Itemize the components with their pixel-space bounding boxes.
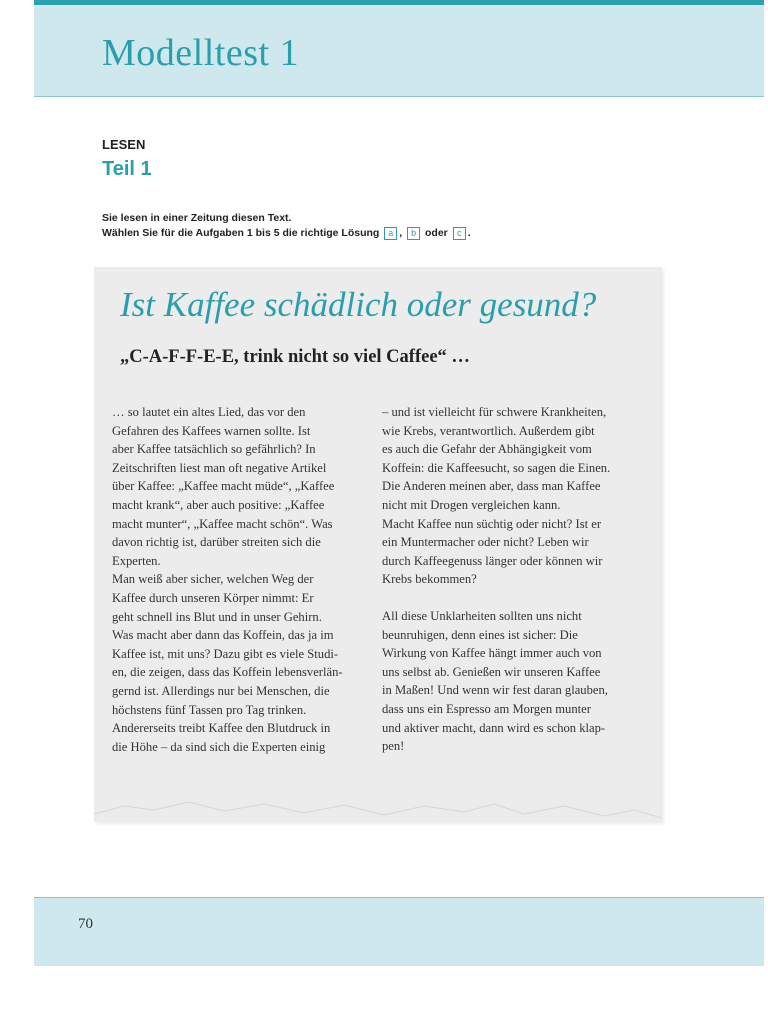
section-label: LESEN [102,137,146,152]
instruction-line-2-text: Wählen Sie für die Aufgaben 1 bis 5 die richtige Lösung [102,227,380,239]
separator-end: . [467,227,471,239]
footer-band [34,897,764,966]
page [34,0,764,965]
article-paragraph: – und ist vielleicht für schwere Krankheiten, wie Krebs, verantwortlich. Außerdem gibt es auch die Gefahr der Abhängigkeit vom Koffein: die Kaffeesucht, so sagen die Einen. Die Anderen meinen aber, dass man Kaffee nicht mit Drogen vergleichen kann. Macht Kaffee nun süchtig oder nicht? Ist er ein Muntermacher oder nicht? Leben wir durch Kaffeegenuss länger oder können wir Krebs bekommen? [382,405,611,587]
section-part: Teil 1 [102,158,152,180]
torn-edge [94,796,662,826]
separator-comma: , [399,227,403,239]
instruction-line-2 [102,226,471,241]
article-paragraph: All diese Unklarheiten sollten uns nicht beunruhigen, denn eines ist sicher: Die Wirkung von Kaffee hängt immer auch von uns selbst ab. Genießen wir unseren Kaffee in Maßen! Und wenn wir fest daran glauben, dass uns ein Espresso am Morgen munter und aktiver macht, dann wird es schon klap- pen! [382,608,608,754]
article-column-right [382,403,632,756]
page-number: 70 [78,916,93,932]
article-clipping [94,267,662,822]
option-c-box: c [453,227,466,240]
instructions [102,211,471,241]
article-subtitle: „C-A-F-F-E-E, trink nicht so viel Caffee“ … [120,347,470,367]
option-b-box: b [407,227,420,240]
instruction-line-1: Sie lesen in einer Zeitung diesen Text. [102,212,292,224]
article-title: Ist Kaffee schädlich oder gesund? [120,285,597,324]
separator-or: oder [425,227,448,239]
article-column-left [112,403,362,756]
article-paragraph: … so lautet ein altes Lied, das vor den Gefahren des Kaffees warnen sollte. Ist aber Kaffee tatsächlich so gefährlich? In Zeitschriften liest man oft negative Artikel über Kaffee: „Kaffee macht müde“, „Kaffee macht krank“, aber auch positive: „Kaffee macht munter“, „Kaffee macht schön“. Was davon richtig ist, darüber streiten sich die Experten. Man weiß aber sicher, welchen Weg der Kaffee durch unseren Körper nimmt: Er geht schnell ins Blut und in unser Gehirn. Was macht aber dann das Koffein, das ja im Kaffee ist, mit uns? Dazu gibt es viele Studi- en, die zeigen, dass das Koffein lebensverlän- gernd ist. Allerdings nur bei Menschen, die höchstens fünf Tassen pro Tag trinken. Andererseits treibt Kaffee den Blutdruck in die Höhe – da sind sich die Experten einig [112,405,343,754]
header-band [34,0,764,97]
page-title: Modelltest 1 [102,32,300,74]
option-a-box: a [384,227,397,240]
